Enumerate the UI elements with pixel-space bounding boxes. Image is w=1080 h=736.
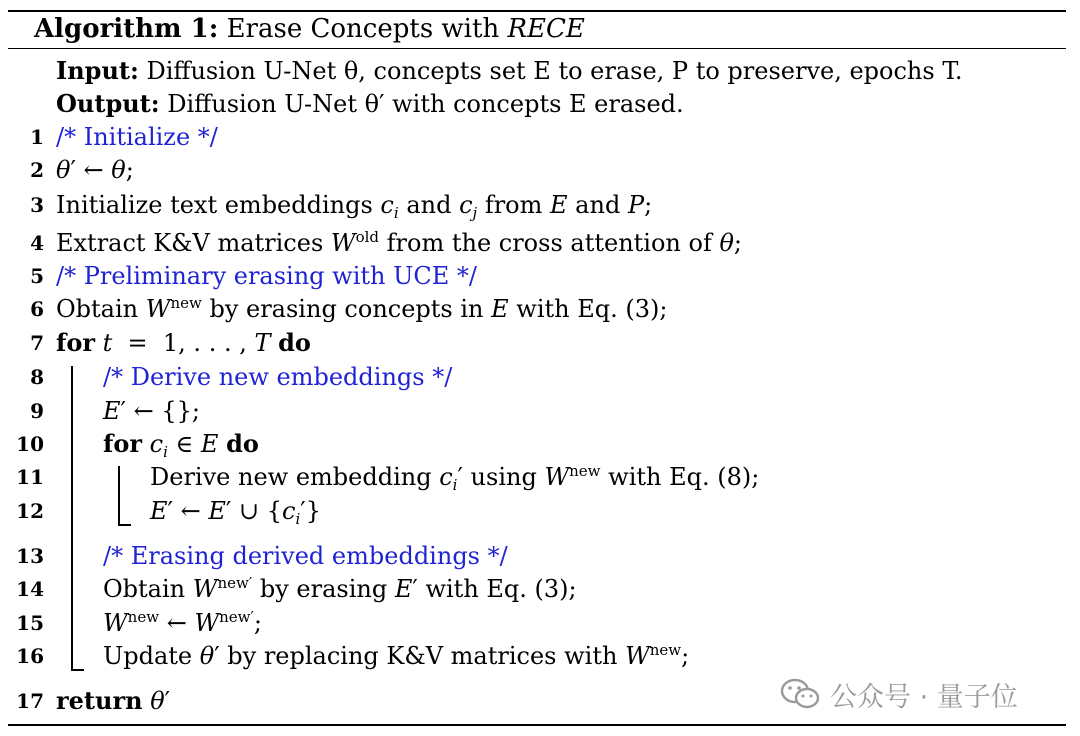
line-number: 16 — [16, 644, 44, 668]
header-rule — [8, 48, 1066, 49]
step-update-theta: Update θ′ by replacing K&V matrices with $W^{new}$; — [103, 641, 690, 670]
step-for-concepts: for $c_i$ ∈ E do — [103, 429, 259, 461]
step-init-embeddings: Initialize text embeddings $c_i$ and $c_j$ from E and P; — [56, 191, 653, 222]
line-number: 9 — [30, 399, 44, 423]
algorithm-title — [34, 13, 585, 45]
for-block-foot-inner — [118, 524, 131, 526]
input-label: Input: — [56, 56, 139, 85]
line-number: 3 — [30, 193, 44, 217]
output-text: Diffusion U-Net θ′ with concepts E erased. — [167, 90, 684, 118]
comment-preliminary: /* Preliminary erasing with UCE */ — [56, 262, 477, 290]
line-number: 14 — [16, 577, 44, 601]
line-number: 1 — [30, 125, 44, 149]
line-number: 6 — [30, 297, 44, 321]
step-return: return θ′ — [56, 686, 171, 715]
step-obtain-wnewprime: Obtain $W^{new'}$ by erasing E′ with Eq. (3); — [103, 574, 577, 603]
line-number: 13 — [16, 544, 44, 568]
input-text: Diffusion U-Net θ, concepts set E to erase, P to preserve, epochs T. — [146, 57, 963, 85]
step-assign-theta: θ′ ← θ; — [56, 156, 134, 184]
comment-initialize: /* Initialize */ — [56, 123, 218, 151]
input-line — [56, 56, 962, 86]
line-number: 10 — [16, 432, 44, 456]
line-number: 11 — [16, 465, 44, 489]
step-extract-kv: Extract K&V matrices $W^{old}$ from the cross attention of θ; — [56, 228, 743, 257]
step-obtain-wnew: Obtain $W^{new}$ by erasing concepts in E with Eq. (3); — [56, 294, 668, 323]
line-number: 17 — [16, 689, 44, 713]
algorithm-label: Algorithm 1: — [34, 14, 219, 44]
algorithm-title-prefix: Erase Concepts with — [226, 14, 500, 44]
line-number: 15 — [16, 611, 44, 635]
step-for-epochs: for t = 1, . . . , T do — [56, 328, 311, 357]
for-block-bar-outer — [71, 366, 73, 671]
step-union: E′ ← E′ ∪ $\{c_i'\}$ — [150, 497, 321, 528]
output-label: Output: — [56, 89, 160, 118]
step-derive-embedding: Derive new embedding $c_i'$ using $W^{new}$ with Eq. (8); — [150, 462, 760, 494]
line-number: 7 — [30, 331, 44, 355]
watermark-text: 公众号 · 量子位 — [830, 681, 1018, 713]
line-number: 2 — [30, 158, 44, 182]
for-block-bar-inner — [118, 466, 120, 526]
for-block-foot-outer — [71, 669, 84, 671]
step-assign-wnew: $W^{new}$ ← $W^{new'}$; — [103, 608, 262, 637]
algorithm-method: RECE — [507, 14, 585, 44]
output-line — [56, 89, 684, 119]
bottom-rule — [8, 724, 1066, 726]
comment-derive: /* Derive new embeddings */ — [103, 363, 453, 391]
line-number: 8 — [30, 365, 44, 389]
line-number: 12 — [16, 499, 44, 523]
line-number: 4 — [30, 231, 44, 255]
wechat-icon — [780, 677, 820, 711]
step-init-eprime: E′ ← {}; — [103, 397, 200, 425]
line-number: 5 — [30, 264, 44, 288]
comment-erasing-derived: /* Erasing derived embeddings */ — [103, 542, 508, 570]
top-rule — [8, 10, 1066, 12]
watermark — [780, 672, 1018, 716]
